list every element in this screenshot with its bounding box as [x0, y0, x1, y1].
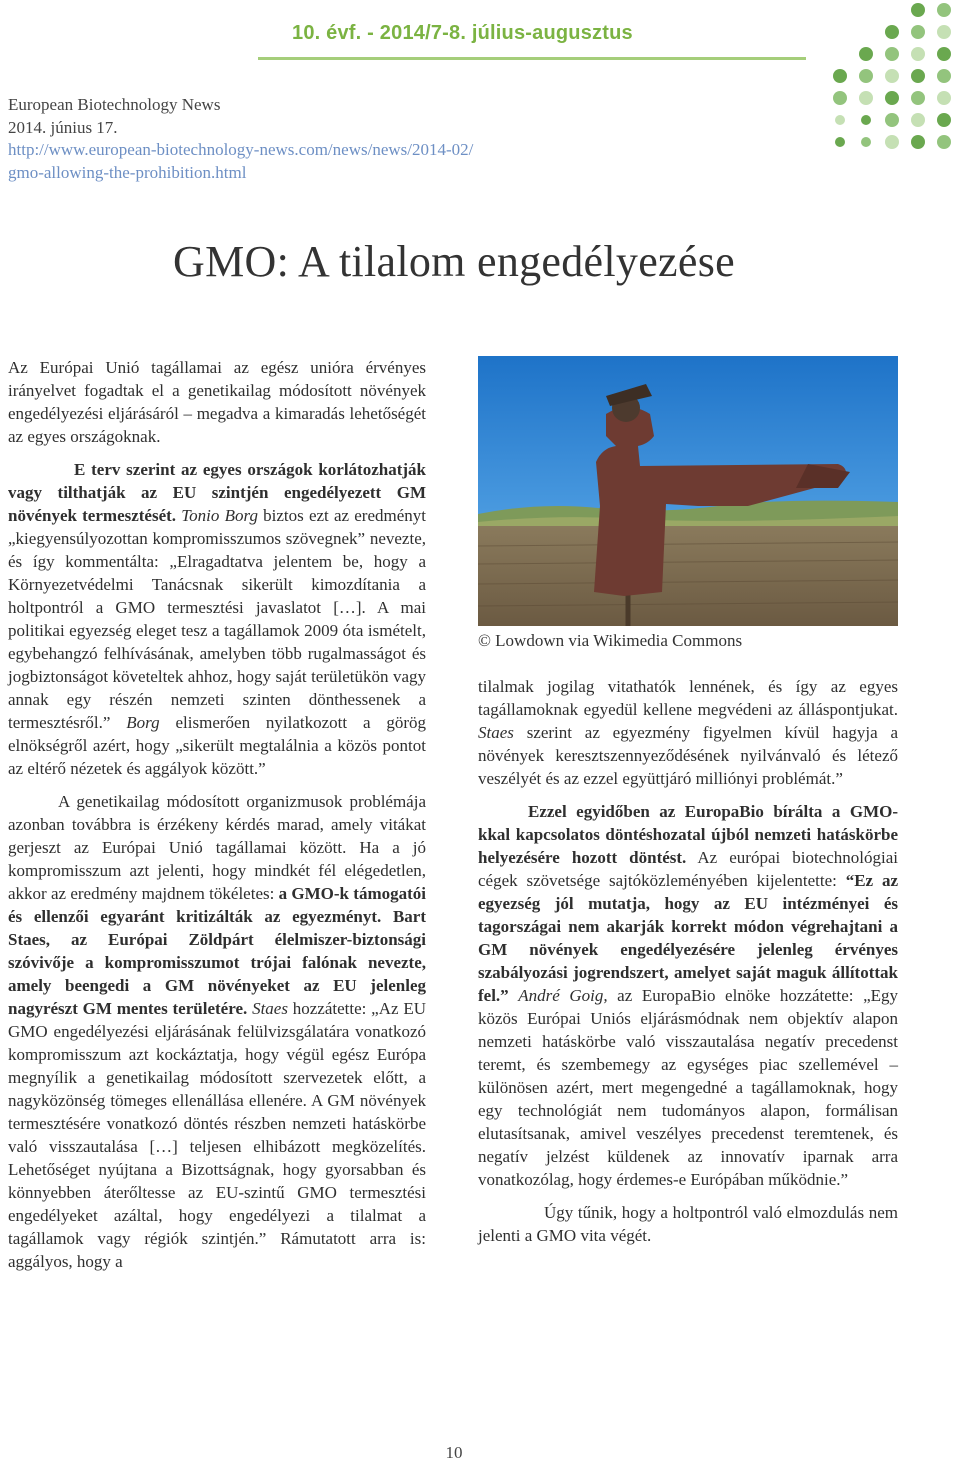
- right-column: [478, 675, 898, 1257]
- source-publication: European Biotechnology News: [8, 95, 221, 114]
- p2-text: biztos ezt az eredményt „kiegyensúlyozottan kompromisszumos szövegnek” nevezte, és így kommentálta: „Elragadtatva jelentem be, hogy a Környezetvédelmi Tanácsnak sikerült kimozdítania a holtpontról a GMO termesztési javaslatot […]. A mai politikai egyezség eleget tesz a tagállamok 2009 óta ismételt, egybehangzó felhívásának, amelyben több rugalmasságot és jogbiztonságot követeltek ahhoz, hogy saját területükön vagy annak egy részén nemzeti szinten dönthessenek a termesztésről.”: [8, 506, 427, 732]
- dot-grid-icon: [826, 0, 960, 160]
- right-paragraph-2: [478, 800, 898, 1191]
- r2-text2: az EuropaBio elnöke hozzátette: „Egy közös Európai Uniós eljárásmódnak nem objektív alapon nemzeti hatáskörbe való visszautalása negatív precedenst teremt, és szembemegy az egységes piac szellemével – különösen azért, mert megengedné a tagállamoknak, hogy egy technológiát nem tudományos alapon, formálisan elutasítsanak, amivel veszélyes precedenst teremtenek, és negatív jelzést küldenek az innovatív iparnak arra vonatkozólag, hogy érdemes-e Európában működnie.”: [478, 986, 899, 1189]
- p2-bold: E terv szerint az egyes országok korlátozhatják vagy tilthatják az EU szintjén engedélyezett GM növények termesztését.: [8, 460, 426, 525]
- p2-name: Tonio Borg: [181, 506, 258, 525]
- article-title: GMO: A tilalom engedélyezése: [173, 237, 735, 286]
- p3-name: Staes: [252, 999, 288, 1018]
- left-column: [8, 356, 426, 1283]
- lead-paragraph: [8, 356, 426, 448]
- p3-text2: hozzátette: „Az EU GMO engedélyezési eljárásának felülvizsgálatára vonatkozó kompromisszum azt kockáztatja, hogy végül egész Európa megnyílik a genetikailag módosított szervezetek előtt, a nagyközönség tömeges ellenállása ellenére. A GM növények termesztésére vonatkozó döntés részben nemzeti hatáskörbe való visszautalása […] teljesen elhibázott megközelítés. Lehetőséget nyújtana a Bizottságnak, hogy gyorsabban és könnyebben áterőltesse az EU-szintű GMO termesztési engedélyeket azáltal, hogy engedélyezi a tilalmat a tagállamok vagy régiók szintjén.” Rámutatott arra is: aggályos, hogy a: [8, 999, 427, 1271]
- photo-caption: © Lowdown via Wikimedia Commons: [478, 631, 743, 650]
- lead-text: Az Európai Unió tagállamai az egész unióra érvényes irányelvet fogadtak el a genetikailag módosított növények engedélyezési eljárásáról – megadva a kimaradás lehetőségét az egyes országoknak.: [8, 358, 426, 446]
- scarecrow-photo: [478, 356, 898, 626]
- source-date: 2014. június 17.: [8, 117, 118, 137]
- p3-bold2: Bart Staes, az Európai Zöldpárt élelmiszer-biztonsági szóvivője a kompromisszumot trójai falónak nevezte, amely beengedi a GM növényeket az EU jelenleg nagyrészt GM mentes területére.: [8, 907, 427, 1018]
- paragraph-2: [8, 458, 426, 780]
- r1-text: tilalmak jogilag vitathatók lennének, és így az egyes tagállamoknak egyedül kellene megvédeni az álláspontjukat.: [478, 677, 898, 719]
- r1-name: Staes: [478, 723, 514, 742]
- r1-text2: szerint az egyezmény figyelmen kívül hagyja a növények keresztszennyeződésének nyilvánvaló és létező veszélyét és az ezzel együttjáró milliónyi problémát.”: [478, 723, 898, 788]
- r2-bold: Ezzel egyidőben az EuropaBio bírálta a GMO-kkal kapcsolatos döntéshozatal újból nemzeti hatáskörbe helyezésére hozott döntést.: [478, 802, 898, 867]
- r2-name: André Goig,: [518, 986, 608, 1005]
- right-paragraph-3: [478, 1201, 898, 1247]
- page-number: 10: [445, 1443, 463, 1462]
- header-rule: [258, 57, 806, 60]
- scarecrow-image: [478, 356, 898, 626]
- r3-text: Úgy tűnik, hogy a holtpontról való elmozdulás nem jelenti a GMO vita végét.: [478, 1203, 898, 1245]
- p3-bold: a GMO-k támogatói és ellenzői egyaránt kritizálták az egyezményt.: [8, 884, 426, 926]
- r2-bold2: “Ez az egyezség jól mutatja, hogy az EU intézményei és tagországai nem akarják korrekt módon végrehajtani a GM növények engedélyezésére jelenleg érvényes szabályozási jogrendszert, amelyet saját maguk állítottak fel.”: [478, 871, 899, 1005]
- p2-text2: elismerően nyilatkozott a görög elnökségről azért, hogy „sikerült megtalálnia a közös pontot az eltérő nézetek és aggályok között.”: [8, 713, 427, 778]
- paragraph-3: [8, 790, 426, 1273]
- p3-text: A genetikailag módosított organizmusok problémája azonban továbbra is érzékeny kérdés marad, amely vitákat gerjeszt az Európai Unió tagállamai között. Ha a jó kompromisszum azt jelenti, hogy mindkét fél elégedetlen, akkor az eredmény majdnem tökéletes:: [8, 792, 426, 903]
- right-paragraph-1: [478, 675, 898, 790]
- source-block: [8, 94, 473, 184]
- p2-name2: Borg: [126, 713, 160, 732]
- issue-label: 10. évf. - 2014/7-8. július-augusztus: [292, 22, 633, 44]
- source-url-line2[interactable]: gmo-allowing-the-prohibition.html: [8, 162, 247, 182]
- r2-text: Az európai biotechnológiai cégek szövetsége sajtóközleményében kijelentette:: [478, 848, 898, 890]
- source-url-line1[interactable]: http://www.european-biotechnology-news.com/news/news/2014-02/: [8, 140, 474, 159]
